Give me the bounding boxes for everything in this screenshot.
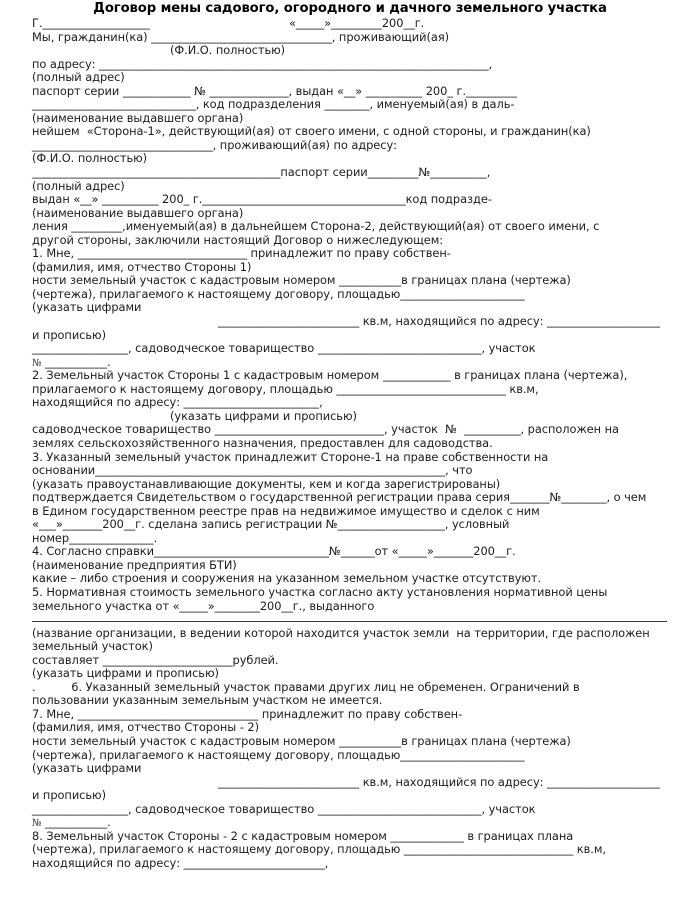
document-line: (указать цифрами и прописью) xyxy=(32,666,219,681)
document-line: Мы, гражданин(ка) ________________________________, проживающий(ая) xyxy=(32,29,450,44)
document-line: (чертежа), прилагаемого к настоящему договору, площадью______________________ xyxy=(32,286,525,301)
document-line: (наименование выдавшего органа) xyxy=(32,110,244,125)
document-line: (Ф.И.О. полностью) xyxy=(170,43,286,58)
document-line: (указать цифрами и прописью) xyxy=(170,408,357,423)
document-line: (наименование выдавшего органа) xyxy=(32,205,244,220)
document-line: основании______________________________________________________________, что xyxy=(32,463,473,478)
document-line: (наименование предприятия БТИ) xyxy=(32,557,237,572)
document-line: нейшем «Сторона-1», действующий(ая) от своего имени, с одной стороны, и гражданин(ка) xyxy=(32,124,591,139)
document-line: (чертежа), прилагаемого к настоящему договору, площадью______________________ xyxy=(32,747,525,762)
document-line: (указать цифрами xyxy=(32,300,142,315)
fill-in-rule xyxy=(32,621,667,622)
document-line xyxy=(32,356,672,370)
document-line: и прописью) xyxy=(32,327,106,342)
document-line: паспорт серии ____________ № ______________, выдан «__» __________ 200_ г._________ xyxy=(32,83,517,98)
document-line: земельного участка от «_____»________200__г., выданного xyxy=(32,598,375,613)
document-line: (указать цифрами xyxy=(32,761,142,776)
document-line: (чертежа), прилагаемого к настоящему договору, площадью ______________________________ кв.м, xyxy=(32,842,606,857)
document-line: (название организации, в ведении которой находится участок земли на территории, где расположен xyxy=(32,625,650,640)
document-line: составляет _______________________рублей. xyxy=(32,652,279,667)
document-line: земельный участок) xyxy=(32,639,153,654)
document-line: _________________, садоводческое товарищество _____________________________, участок xyxy=(32,801,536,816)
document-line: ____________________________________________паспорт серии_________№__________, xyxy=(32,165,491,180)
document-body xyxy=(32,17,672,870)
document-line: 5. Нормативная стоимость земельного участка согласно акту установления нормативной цены xyxy=(32,584,608,599)
document-line: 4. Согласно справки_______________________________№______от «_____»_______200__г. xyxy=(32,544,516,559)
document-line: пользовании указанным земельным участком не имеется. xyxy=(32,693,383,708)
page-title: Договор мены садового, огородного и дачного земельного участка xyxy=(93,1,607,16)
document-line: 2. Земельный участок Стороны 1 с кадастровым номером ____________ в границах плана (чертежа), xyxy=(32,368,628,383)
document-line: прилагаемого к настоящему договору, площадью ______________________________ кв.м, xyxy=(32,381,539,396)
document-line: выдан «__» __________ 200_ г.____________________________________код подразде- xyxy=(32,192,492,207)
document-line: Г.___________________ «_____»_________200__г. xyxy=(32,16,425,30)
document-line: _________________________ кв.м, находящийся по адресу: ____________________ xyxy=(218,774,660,789)
document-line: другой стороны, заключили настоящий Договор о нижеследующем: xyxy=(32,232,444,247)
document-line: 3. Указанный земельный участок принадлежит Стороне-1 на праве собственности на xyxy=(32,449,549,464)
document-line: «___»_______200__г. сделана запись регистрации №___________________, условный xyxy=(32,517,510,532)
document-line: (полный адрес) xyxy=(32,70,125,85)
document-line: ности земельный участок с кадастровым номером ___________в границах плана (чертежа) xyxy=(32,273,571,288)
document-line: 8. Земельный участок Стороны - 2 с кадастровым номером _____________ в границах плана xyxy=(32,828,574,843)
document-line: (указать правоустанавливающие документы, кем и когда зарегистрированы) xyxy=(32,476,501,491)
document-line: 7. Мне, ________________________________ принадлежит по праву собствен- xyxy=(32,706,463,721)
document-line: ности земельный участок с кадастровым номером ___________в границах плана (чертежа) xyxy=(32,733,571,748)
document-line: землях сельскохозяйственного назначения, предоставлен для садоводства. xyxy=(32,435,493,450)
document-line xyxy=(32,613,672,627)
document-line-text: ___________. xyxy=(41,354,111,369)
document-line: находящийся по адресу: _________________________, xyxy=(32,855,329,870)
document-line: (фамилия, имя, отчество Стороны 1) xyxy=(32,259,252,274)
document-line: _________________________ кв.м, находящийся по адресу: ____________________ xyxy=(218,314,660,329)
document-line: ________________________________, проживающий(ая) по адресу: xyxy=(32,137,397,152)
document-line: подтверждается Свидетельством о государственной регистрации права серия_______№________, о чем xyxy=(32,490,647,505)
document-line: садоводческое товарищество ______________________________, участок № __________, расположен на xyxy=(32,422,619,437)
document-line: 1. Мне, ______________________________ принадлежит по праву собствен- xyxy=(32,246,451,261)
document-line: (фамилия, имя, отчество Стороны - 2) xyxy=(32,720,260,735)
numero-sign: № xyxy=(32,357,42,369)
document-line: _________________, садоводческое товарищество _____________________________, участок xyxy=(32,341,536,356)
document-line: (полный адрес) xyxy=(32,178,125,193)
document-line: . 6. Указанный земельный участок правами других лиц не обременен. Ограничений в xyxy=(32,679,580,694)
document-line xyxy=(32,816,672,830)
document-line-text: ___________. xyxy=(41,815,111,830)
document-line: _____________________________, код подразделения ________, именуемый(ая) в даль- xyxy=(32,97,515,112)
document-line: какие – либо строения и сооружения на указанном земельном участке отсутствуют. xyxy=(32,571,542,586)
document-line: по адресу: _____________________________________________________________________, xyxy=(32,56,493,71)
document-line: в Едином государственном реестре прав на недвижимое имущество и сделок с ним xyxy=(32,503,540,518)
document-line: номер_______________. xyxy=(32,530,158,545)
document-line: и прописью) xyxy=(32,788,106,803)
document-line: ления _________,именуемый(ая) в дальнейшем Сторона-2, действующий(ая) от своего имени, с xyxy=(32,219,600,234)
numero-sign: № xyxy=(32,818,42,830)
document-line: (Ф.И.О. полностью) xyxy=(32,151,148,166)
document-line: находящийся по адресу: ________________________, xyxy=(32,395,323,410)
